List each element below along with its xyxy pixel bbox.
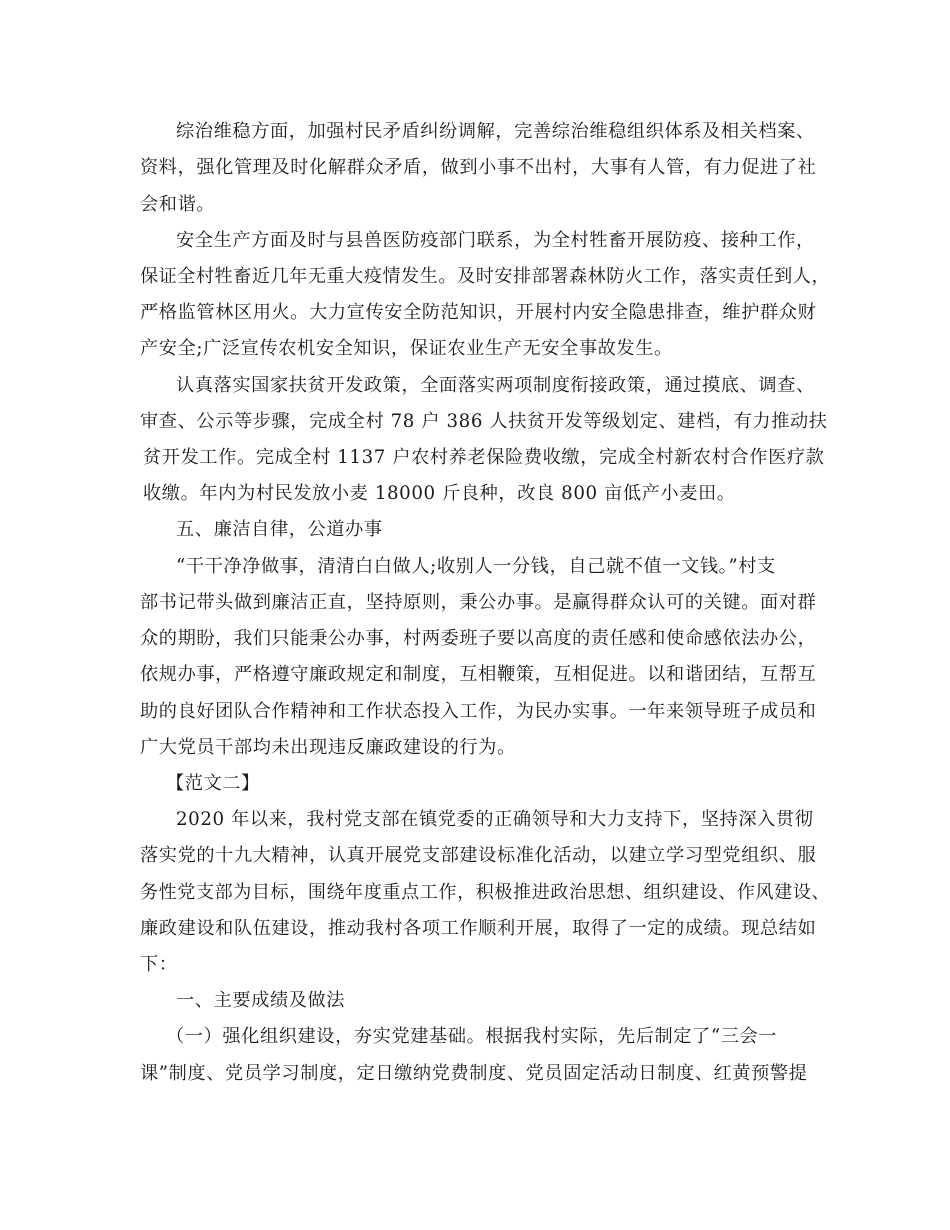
text-line: 众的期盼，我们只能秉公办事，村两委班子要以高度的责任感和使命感依法办公， (140, 628, 817, 649)
text-line: 落实党的十九大精神，认真开展党支部建设标准化活动，以建立学习型党组织、服 (140, 845, 817, 866)
text-line: 保证全村牲畜近几年无重大疫情发生。及时安排部署森林防火工作，落实责任到人， (140, 266, 831, 287)
text-line: 依规办事，严格遵守廉政规定和制度，互相鞭策，互相促进。以和谐团结，互帮互 (140, 664, 817, 685)
text-line: 严格监管林区用火。大力宣传安全防范知识，开展村内安全隐患排查，维护群众财 (140, 302, 817, 323)
text-line: 下： (140, 954, 178, 975)
text-line: 会和谐。 (140, 194, 216, 215)
text-line: 2020 年以来，我村党支部在镇党委的正确领导和大力支持下，坚持深入贯彻 (176, 809, 814, 830)
text-line: 收缴。年内为村民发放小麦 18000 斤良种，改良 800 亩低产小麦田。 (143, 483, 736, 504)
section-heading: 一、主要成绩及做法 (176, 990, 346, 1011)
text-line: 贫开发工作。完成全村 1137 户农村养老保险费收缴，完成全村新农村合作医疗款 (143, 447, 825, 468)
text-line: “干干净净做事，清清白白做人;收别人一分钱，自己就不值一文钱。”村支 (176, 556, 776, 577)
text-line: 廉政建设和队伍建设，推动我村各项工作顺利开展，取得了一定的成绩。现总结如 (140, 918, 817, 939)
text-line: 综治维稳方面，加强村民矛盾纠纷调解，完善综治维稳组织体系及相关档案、 (176, 121, 815, 142)
text-line: 务性党支部为目标，围绕年度重点工作，积极推进政治思想、组织建设、作风建设、 (140, 882, 831, 903)
text-line: 资料，强化管理及时化解群众矛盾，做到小事不出村，大事有人管，有力促进了社 (140, 157, 817, 178)
text-line: 审查、公示等步骤，完成全村 78 户 386 人扶贫开发等级划定、建档，有力推动扶 (140, 411, 828, 432)
text-line: 产安全;广泛宣传农机安全知识，保证农业生产无安全事故发生。 (140, 338, 673, 359)
text-line: 认真落实国家扶贫开发政策，全面落实两项制度衔接政策，通过摸底、调查、 (176, 375, 815, 396)
text-line: 课”制度、党员学习制度，定日缴纳党费制度、党员固定活动日制度、红黄预警提 (140, 1063, 808, 1084)
section-heading: 【范文二】 (166, 773, 260, 794)
text-line: 广大党员干部均未出现违反廉政建设的行为。 (140, 737, 516, 758)
text-line: 助的良好团队合作精神和工作状态投入工作，为民办实事。一年来领导班子成员和 (140, 701, 817, 722)
text-line: 部书记带头做到廉洁正直，坚持原则，秉公办事。是赢得群众认可的关键。面对群 (140, 592, 817, 613)
text-line: （一）强化组织建设，夯实党建基础。根据我村实际，先后制定了“三会一 (166, 1026, 778, 1047)
section-heading: 五、廉洁自律，公道办事 (176, 519, 383, 540)
text-line: 安全生产方面及时与县兽医防疫部门联系，为全村牲畜开展防疫、接种工作， (176, 230, 815, 251)
